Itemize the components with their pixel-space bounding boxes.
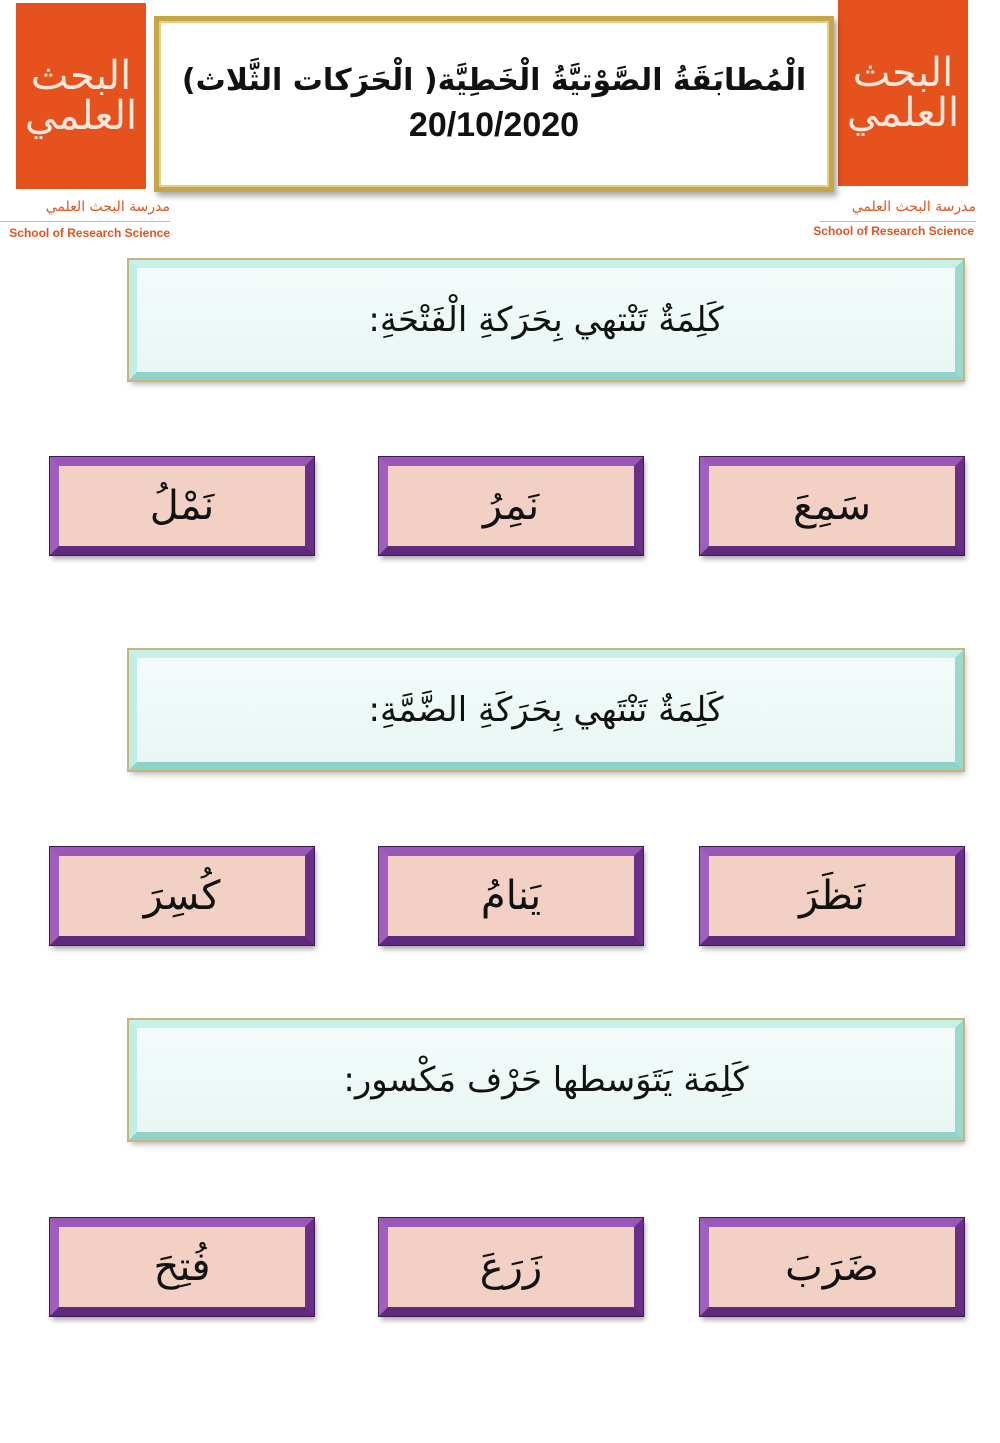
category-heading-text: كَلِمَةٌ تَنْتَهي بِحَرَكَةِ الضَّمَّةِ: — [368, 690, 724, 730]
worksheet-title-box — [154, 16, 834, 192]
category-heading-text: كَلِمَة يَتَوَسطها حَرْف مَكْسور: — [343, 1060, 749, 1100]
word-text: نَظَرَ — [798, 873, 865, 919]
school-name-arabic: مدرسة البحث العلمي — [851, 199, 976, 215]
word-text: فُتِحَ — [153, 1244, 211, 1290]
word-text: ضَرَبَ — [785, 1244, 879, 1290]
word-text: سَمِعَ — [793, 483, 871, 529]
word-card[interactable] — [700, 457, 964, 555]
word-text: زَرَعَ — [479, 1244, 543, 1290]
category-heading-fatha[interactable] — [129, 260, 963, 380]
word-card[interactable] — [50, 847, 314, 945]
school-logo-left — [0, 3, 178, 253]
word-card[interactable] — [50, 457, 314, 555]
word-card[interactable] — [700, 847, 964, 945]
school-name-english: School of Research Science — [813, 224, 974, 238]
category-heading-kasra[interactable] — [129, 1020, 963, 1140]
school-logo-right — [813, 0, 998, 250]
logo-divider — [0, 221, 170, 222]
school-name-english: School of Research Science — [9, 226, 170, 240]
logo-mark — [838, 0, 968, 186]
logo-divider — [820, 221, 976, 222]
word-card[interactable] — [700, 1218, 964, 1316]
word-card[interactable] — [50, 1218, 314, 1316]
word-card[interactable] — [379, 847, 643, 945]
worksheet-title: الْمُطابَقَةُ الصَّوْتيَّةُ الْخَطِيَّة( الْحَرَكات الثَّلاث) — [181, 63, 807, 98]
logo-mark-text: البحث العلمي — [24, 53, 138, 139]
word-card[interactable] — [379, 457, 643, 555]
category-heading-damma[interactable] — [129, 650, 963, 770]
logo-mark — [16, 3, 146, 189]
word-text: يَنامُ — [480, 873, 542, 919]
category-heading-text: كَلِمَةٌ تَنْتهي بِحَرَكةِ الْفَتْحَةِ: — [368, 300, 724, 340]
word-text: نَمْلُ — [149, 483, 215, 529]
school-name-arabic: مدرسة البحث العلمي — [45, 199, 170, 215]
logo-mark-text: البحث العلمي — [846, 50, 960, 136]
word-text: كُسِرَ — [143, 873, 221, 919]
worksheet-date: 20/10/2020 — [408, 106, 580, 144]
word-text: نَمِرُ — [482, 483, 540, 529]
word-card[interactable] — [379, 1218, 643, 1316]
